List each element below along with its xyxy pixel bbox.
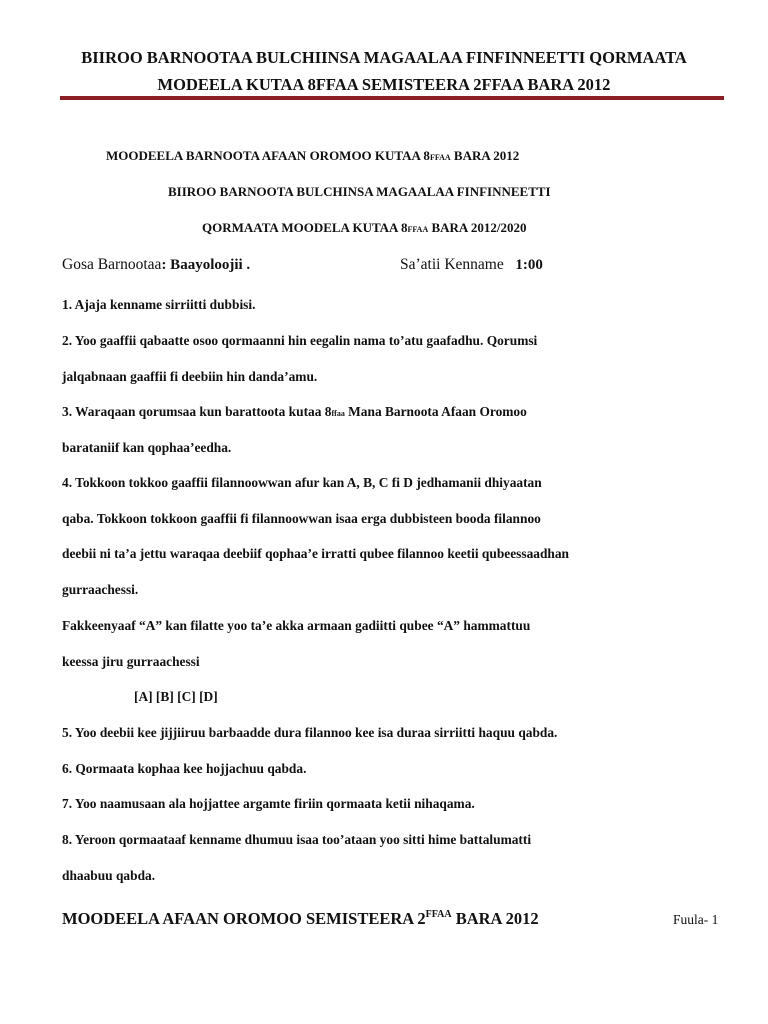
instruction-line: jalqabnaan gaaffii fi deebiin hin danda’amu. <box>62 369 318 384</box>
title-1-text: MOODEELA BARNOOTA AFAAN OROMOO KUTAA 8 <box>106 148 430 163</box>
footer-title <box>62 909 539 929</box>
title-1-grade-suffix: FFAA <box>429 153 451 162</box>
instruction-line: 7. Yoo naamusaan ala hojjattee argamte firiin qormaata ketii nihaqama. <box>62 796 475 811</box>
instruction-line: Fakkeenyaaf “A” kan filatte yoo ta’e akka armaan gadiitti qubee “A” hammattuu <box>62 618 531 633</box>
instruction-line: 6. Qormaata kophaa kee hojjachuu qabda. <box>62 761 307 776</box>
header-line-1: BIIROO BARNOOTAA BULCHIINSA MAGAALAA FINFINNEETTI QORMAATA <box>81 48 687 67</box>
footer-title-text: MOODEELA AFAAN OROMOO SEMISTEERA 2 <box>62 909 426 928</box>
title-line-3 <box>202 220 526 236</box>
instruction-line: 4. Tokkoon tokkoo gaaffii filannoowwan afur kan A, B, C fi D jedhamanii dhiyaatan <box>62 475 542 490</box>
document-header <box>40 44 728 98</box>
subject-label: Gosa Barnootaa <box>62 256 162 273</box>
footer-year: BARA 2012 <box>451 909 539 928</box>
instruction-line: gurraachessi. <box>62 582 139 597</box>
answer-options-example: [A] [B] [C] [D] <box>134 689 218 704</box>
title-3-grade-suffix: FFAA <box>407 225 429 234</box>
instruction-line: keessa jiru gurraachessi <box>62 654 200 669</box>
instruction-3-school: Mana Barnoota Afaan Oromoo <box>344 404 527 419</box>
subject-field <box>62 256 250 274</box>
title-3-year: BARA 2012/2020 <box>428 220 527 235</box>
footer-grade-suffix: FFAA <box>425 909 452 920</box>
title-3-text: QORMAATA MOODELA KUTAA 8 <box>202 220 408 235</box>
instruction-line: deebii ni ta’a jettu waraqaa deebiif qophaa’e irratti qubee filannoo keetii qubeessaadhan <box>62 546 570 561</box>
page-number: Fuula- 1 <box>673 912 719 927</box>
title-1-year: BARA 2012 <box>450 148 520 163</box>
time-value: 1:00 <box>515 257 543 273</box>
instruction-line: barataniif kan qophaa’eedha. <box>62 440 232 455</box>
instruction-line: 1. Ajaja kenname sirriitti dubbisi. <box>62 297 256 312</box>
instruction-line: dhaabuu qabda. <box>62 868 156 883</box>
title-line-2: BIIROO BARNOOTA BULCHINSA MAGAALAA FINFINNEETTI <box>168 184 551 199</box>
instruction-3-text: 3. Waraqaan qorumsaa kun barattoota kutaa 8 <box>62 404 332 419</box>
header-divider <box>60 96 724 100</box>
instruction-line: qaba. Tokkoon tokkoon gaaffii fi filannoowwan isaa erga dubbisteen booda filannoo <box>62 511 541 526</box>
time-field <box>400 256 543 274</box>
instruction-line: 8. Yeroon qormaataaf kenname dhumuu isaa too’ataan yoo sitti hime battalumatti <box>62 832 532 847</box>
title-line-1 <box>106 148 519 164</box>
header-line-2: MODEELA KUTAA 8FFAA SEMISTEERA 2FFAA BARA 2012 <box>157 75 611 94</box>
time-label: Sa’atii Kenname <box>400 256 504 273</box>
instruction-3-grade-suffix: ffaa <box>331 409 345 418</box>
subject-value: : Baayoloojii . <box>161 257 251 273</box>
instruction-line <box>62 404 527 420</box>
instruction-line: 2. Yoo gaaffii qabaatte osoo qormaanni hin eegalin nama to’atu gaafadhu. Qorumsi <box>62 333 538 348</box>
instruction-line: 5. Yoo deebii kee jijjiiruu barbaadde dura filannoo kee isa duraa sirriitti haquu qabda. <box>62 725 558 740</box>
